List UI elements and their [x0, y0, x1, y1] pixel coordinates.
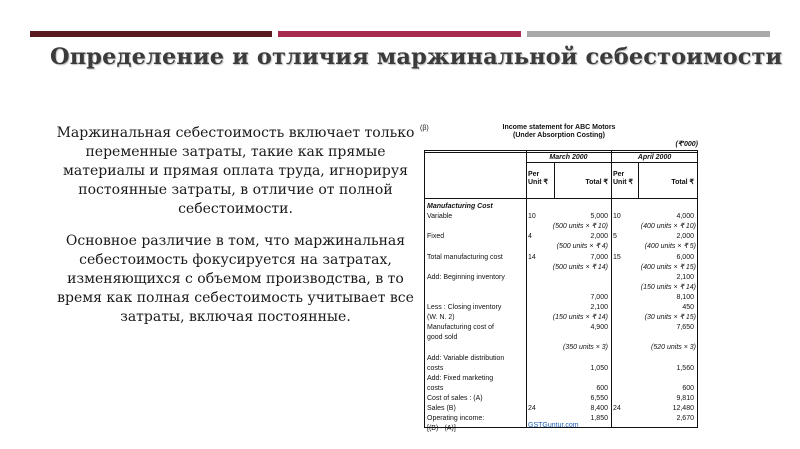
statement-cell-m-note: (500 units × ₹ 10): [552, 223, 608, 231]
column-march: March 2000: [549, 154, 588, 161]
statement-cell-label: Add: Beginning inventory: [427, 273, 505, 281]
paragraph-definition: Маржинальная себестоимость включает только переменные затраты, такие как прямые материалы и прямая оплата труда, игнорируя постоянные затраты, в отличие от полной себестоимости.: [56, 125, 415, 217]
month-divider-rule: [611, 150, 612, 428]
statement-cell-label: Add: Fixed marketing: [427, 374, 494, 382]
statement-title: Income statement for ABC Motors: [502, 124, 616, 131]
slide-title: Определение и отличия маржинальной себестоимости: [50, 44, 783, 70]
statement-cell-a-total: 9,810: [676, 394, 694, 402]
statement-cell-m-total: 1,050: [590, 364, 608, 372]
statement-cell-label: Manufacturing Cost: [427, 203, 493, 210]
statement-cell-m-unit: 14: [528, 253, 536, 261]
statement-cell-label: Total manufacturing cost: [427, 253, 503, 261]
income-statement-scan: [416, 121, 702, 434]
statement-cell-label: Sales (B): [427, 405, 456, 412]
statement-cell-m-total: 7,000: [590, 253, 608, 261]
statement-cell-a-total: 450: [682, 304, 694, 311]
statement-cell-label: Fixed: [427, 233, 445, 241]
statement-cell-m-total: 4,900: [590, 324, 608, 332]
accent-bar-dark: [30, 31, 272, 37]
statement-cell-m-unit: 10: [528, 213, 536, 221]
march-subcolumn-rule: [554, 162, 555, 199]
statement-cell-m-total: 8,400: [590, 405, 608, 412]
statement-cell-label: Manufacturing cost of: [427, 324, 494, 332]
statement-cell-m-note: (500 units × ₹ 4): [556, 243, 608, 251]
statement-cell-a-note: (150 units × ₹ 14): [640, 283, 696, 291]
statement-cell-a-unit: 24: [613, 405, 621, 412]
statement-cell-a-note: (30 units × ₹ 15): [644, 314, 696, 322]
statement-cell-m-total: 2,100: [590, 304, 608, 311]
accent-bar-crimson: [278, 31, 521, 37]
table-top-rule-2: [424, 152, 698, 153]
statement-cell-m-note: (150 units × ₹ 14): [552, 314, 608, 322]
column-april: April 2000: [637, 154, 672, 161]
table-top-rule: [424, 150, 698, 151]
statement-cell-m-total: 6,550: [590, 394, 608, 402]
april-per-unit-header: Per Unit ₹: [613, 171, 634, 186]
statement-cell-label: Variable: [427, 213, 453, 221]
statement-cell-m-note: (500 units × ₹ 14): [552, 263, 608, 271]
label-column-rule: [526, 150, 527, 428]
statement-cell-a-total: 1,560: [676, 364, 694, 372]
statement-cell-a-total: 7,650: [676, 324, 694, 332]
statement-cell-m-total: 2,000: [590, 233, 608, 241]
statement-cell-m-unit: 24: [528, 405, 536, 412]
march-total-header: Total ₹: [585, 179, 608, 186]
statement-cell-a-note: (520 units × 3): [651, 344, 696, 352]
statement-cell-a-note: (400 units × ₹ 10): [640, 223, 696, 231]
table-right-rule: [697, 150, 698, 428]
statement-marker: (β): [420, 125, 429, 132]
statement-cell-a-note: (400 units × ₹ 5): [644, 243, 696, 251]
header-bottom-rule: [424, 198, 698, 199]
statement-cell-a-note: (400 units × ₹ 15): [640, 263, 696, 271]
statement-subtitle: (Under Absorption Costing): [513, 132, 605, 139]
accent-bar-gray: [527, 31, 770, 37]
statement-cell-a-total: 4,000: [676, 213, 694, 221]
statement-cell-m-total: 1,850: [590, 415, 608, 423]
statement-cell-a-total: 12,480: [672, 405, 694, 412]
statement-cell-label: Operating income:: [427, 415, 485, 423]
statement-cell-m-unit: 4: [528, 233, 532, 241]
statement-cell-label: costs: [427, 364, 444, 372]
statement-cell-a-unit: 15: [613, 253, 621, 261]
statement-watermark: GSTGuntur.com: [528, 422, 579, 429]
statement-cell-a-total: 2,670: [676, 415, 694, 423]
statement-cell-label: good sold: [427, 334, 458, 342]
paragraph-difference: Основное различие в том, что маржинальная себестоимость фокусируется на затратах, изменяющихся с объемом производства, в то время как полная себестоимость учитывает все затраты, включая постоянные.: [57, 233, 414, 325]
statement-cell-a-total: 8,100: [676, 293, 694, 301]
statement-cell-label: Add: Variable distribution: [427, 354, 505, 362]
statement-cell-label: Less : Closing inventory: [427, 304, 502, 311]
statement-cell-m-total: 7,000: [590, 293, 608, 301]
statement-cell-label: [(B) - (A)]: [427, 425, 456, 433]
statement-cell-a-unit: 5: [613, 233, 617, 241]
statement-cell-a-total: 2,000: [676, 233, 694, 241]
statement-cell-a-total: 2,100: [676, 273, 694, 281]
statement-cell-m-note: (350 units × 3): [563, 344, 608, 352]
statement-cell-label: (W. N. 2): [427, 314, 455, 322]
statement-cell-a-total: 6,000: [676, 253, 694, 261]
april-subcolumn-rule: [638, 162, 639, 199]
statement-cell-m-total: 5,000: [590, 213, 608, 221]
statement-cell-label: costs: [427, 384, 444, 392]
statement-cell-a-unit: 10: [613, 213, 621, 221]
statement-unit: (₹'000): [675, 141, 698, 148]
statement-cell-a-total: 600: [682, 384, 694, 392]
april-total-header: Total ₹: [671, 179, 694, 186]
march-per-unit-header: Per Unit ₹: [528, 171, 549, 186]
table-left-rule: [424, 150, 425, 428]
header-rule: [526, 162, 698, 163]
statement-cell-m-total: 600: [596, 384, 608, 392]
statement-cell-label: Cost of sales : (A): [427, 394, 483, 402]
